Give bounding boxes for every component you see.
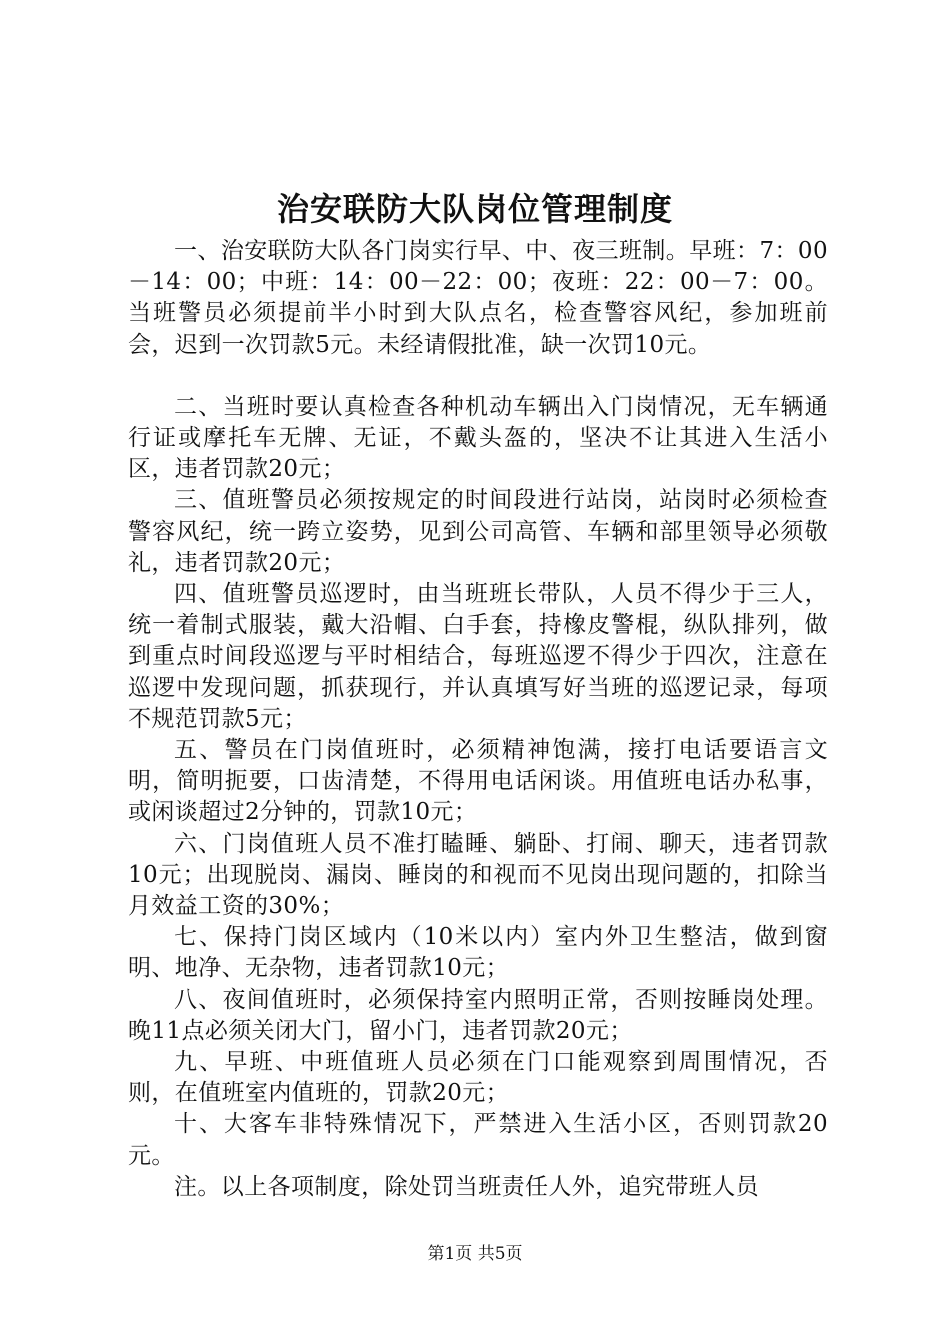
paragraph-2: 二、当班时要认真检查各种机动车辆出入门岗情况，无车辆通行证或摩托车无牌、无证，不戴头盔的，坚决不让其进入生活小区，违者罚款20元； (128, 393, 828, 483)
paragraph-3: 三、值班警员必须按规定的时间段进行站岗，站岗时必须检查警容风纪，统一跨立姿势，见到公司高管、车辆和部里领导必须敬礼，违者罚款20元； (128, 487, 828, 576)
paragraph-4: 四、值班警员巡逻时，由当班班长带队，人员不得少于三人，统一着制式服装，戴大沿帽、白手套，持橡皮警棍，纵队排列，做到重点时间段巡逻与平时相结合，每班巡逻不得少于四次，注意在巡逻中发现问题，抓获现行，并认真填写好当班的巡逻记录，每项不规范罚款5元； (128, 581, 828, 732)
paragraph-10: 十、大客车非特殊情况下，严禁进入生活小区，否则罚款20元。 (128, 1111, 828, 1169)
document-title: 治安联防大队岗位管理制度 (276, 190, 673, 228)
paragraph-8: 八、夜间值班时，必须保持室内照明正常，否则按睡岗处理。晚11点必须关闭大门，留小门，违者罚款20元； (128, 986, 828, 1044)
paragraph-note: 注。以上各项制度，除处罚当班责任人外，追究带班人员 (174, 1173, 759, 1200)
paragraph-6: 六、门岗值班人员不准打瞌睡、躺卧、打闹、聊天，违者罚款10元；出现脱岗、漏岗、睡岗的和视而不见岗出现问题的，扣除当月效益工资的30%； (128, 830, 828, 920)
paragraph-5: 五、警员在门岗值班时，必须精神饱满，接打电话要语言文明，简明扼要，口齿清楚，不得用电话闲谈。用值班电话办私事，或闲谈超过2分钟的，罚款10元； (128, 737, 828, 826)
paragraph-9: 九、早班、中班值班人员必须在门口能观察到周围情况，否则，在值班室内值班的，罚款20元； (128, 1049, 828, 1107)
paragraph-7: 七、保持门岗区域内（10米以内）室内外卫生整洁，做到窗明、地净、无杂物，违者罚款10元； (128, 924, 828, 982)
page-number: 第1页 共5页 (427, 1244, 523, 1264)
paragraph-1: 一、治安联防大队各门岗实行早、中、夜三班制。早班：7：00－14：00；中班：14：00－22：00；夜班：22：00－7：00。当班警员必须提前半小时到大队点名，检查警容风纪，参加班前会，迟到一次罚款5元。未经请假批准，缺一次罚10元。 (128, 238, 828, 358)
document-body (128, 236, 828, 1203)
